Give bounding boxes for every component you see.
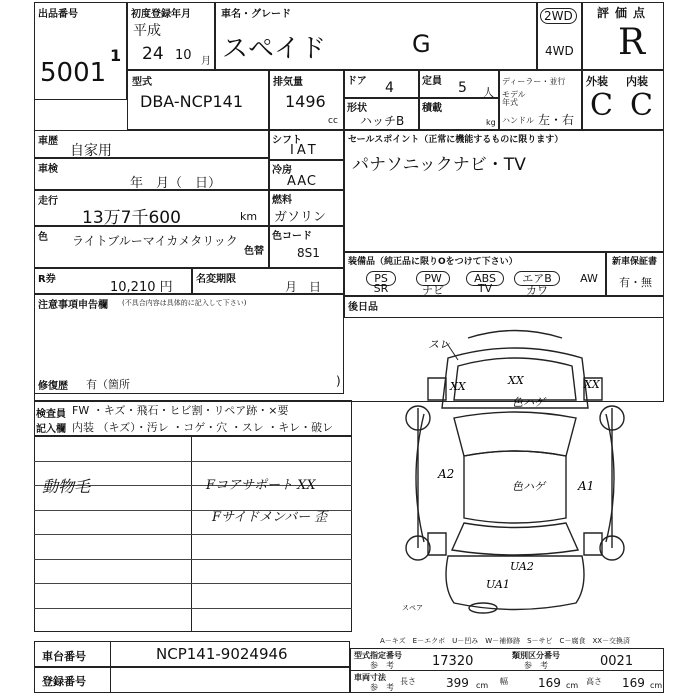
equipment-code-label: エアB bbox=[514, 271, 560, 286]
class-ref: 参 考 bbox=[524, 661, 548, 670]
mileage-unit: km bbox=[240, 210, 258, 223]
rear-seat-label: 後日品 bbox=[348, 302, 378, 313]
note-line bbox=[34, 608, 352, 609]
reg-month-unit: 月 bbox=[201, 56, 211, 67]
notice-sub: (不具合内容は具体的に記入して下さい) bbox=[122, 299, 247, 307]
mark-ua2: UA2 bbox=[510, 560, 534, 573]
mark-ua1: UA1 bbox=[486, 578, 510, 591]
size-label: 車両寸法 bbox=[354, 673, 386, 682]
height-unit: cm bbox=[650, 681, 663, 690]
warranty-value: 有・無 bbox=[619, 276, 652, 289]
reg-label: 登録番号 bbox=[42, 675, 86, 688]
inspector-label-1: 検査員 bbox=[36, 409, 66, 420]
height-value: 169 bbox=[622, 676, 645, 690]
repair-value: 有（箇所 bbox=[86, 378, 130, 391]
dealer-label: ディーラー・並行 bbox=[502, 77, 566, 86]
note-line bbox=[34, 583, 352, 584]
length-value: 399 bbox=[446, 676, 469, 690]
fuel-label: 燃料 bbox=[272, 195, 292, 206]
exterior-grade: C bbox=[590, 88, 613, 123]
lot-number: 5001 bbox=[40, 58, 107, 88]
car-name: スペイド bbox=[222, 34, 327, 64]
length-label: 長さ bbox=[400, 677, 416, 686]
fuel-value: ガソリン bbox=[274, 210, 327, 225]
disp-unit: cc bbox=[328, 116, 338, 126]
interior-grade: C bbox=[630, 88, 653, 123]
mark-xx-1: XX bbox=[450, 380, 466, 393]
model-year-label: モデル年式 bbox=[502, 90, 526, 107]
left-note: 動物毛 bbox=[42, 477, 91, 496]
reg-month: 10 bbox=[175, 48, 192, 63]
chassis-value: NCP141-9024946 bbox=[156, 645, 288, 663]
color-change-label: 色替 bbox=[244, 246, 264, 257]
right-note-2: Fサイドメンバー 歪 bbox=[212, 510, 328, 525]
width-unit: cm bbox=[566, 681, 579, 690]
shape-label: 形状 bbox=[347, 103, 367, 114]
spec-footer-hline bbox=[350, 670, 664, 671]
capacity-value: 5 bbox=[458, 80, 467, 96]
notice-label: 注意事項申告欄 bbox=[38, 300, 108, 311]
note-line bbox=[34, 559, 352, 560]
door-label: ドア bbox=[347, 76, 367, 87]
handle-value: 左・右 bbox=[538, 113, 575, 127]
capacity-label: 定員 bbox=[422, 76, 442, 87]
history-label: 車歴 bbox=[38, 136, 58, 147]
mark-xx-3: XX bbox=[584, 378, 600, 391]
equipment-code-label: PW bbox=[416, 271, 450, 286]
sales-value: パナソニックナビ・TV bbox=[352, 155, 526, 175]
note-line bbox=[34, 534, 352, 535]
model-value: DBA-NCP141 bbox=[140, 92, 243, 111]
shift-label: シフト bbox=[272, 135, 302, 146]
repair-label: 修復歴 bbox=[38, 381, 68, 392]
sales-label: セールスポイント（正常に機能するものに限ります） bbox=[348, 135, 564, 145]
color-code-label: 色コード bbox=[272, 231, 312, 242]
meigi-value: 月 日 bbox=[285, 280, 322, 294]
height-label: 高さ bbox=[586, 677, 602, 686]
load-unit: kg bbox=[486, 118, 496, 127]
mark-a1: A1 bbox=[578, 479, 595, 493]
lot-label: 出品番号 bbox=[38, 9, 78, 20]
size-ref: 参 考 bbox=[370, 683, 394, 692]
warranty-label: 新車保証書 bbox=[612, 257, 658, 267]
width-label: 幅 bbox=[500, 677, 508, 686]
inspector-row-2: 内装 （キズ）・汚レ ・コゲ・穴 ・スレ ・キレ・破レ bbox=[72, 421, 334, 434]
mark-xx-2: XX bbox=[508, 374, 524, 387]
mark-color-2: 色ハゲ bbox=[512, 480, 545, 493]
rating-value: R bbox=[618, 22, 646, 63]
type-spec-value: 17320 bbox=[432, 654, 474, 669]
inspection-value: 年 月（ 日） bbox=[130, 176, 222, 191]
handle-label: ハンドル bbox=[502, 116, 534, 125]
legend: A－キズ E－エクボ U－凹み W－補修跡 S－サビ C－腐食 XX－交換済 bbox=[380, 637, 631, 645]
equipment-code-label: PS bbox=[366, 271, 396, 286]
car-name-label: 車名・グレード bbox=[221, 9, 291, 20]
mirror-right-icon bbox=[584, 378, 602, 555]
mileage-value: 13万7千600 bbox=[82, 208, 181, 228]
width-value: 169 bbox=[538, 676, 561, 690]
rear-box bbox=[344, 296, 664, 318]
drive-2wd: 2WD bbox=[540, 8, 577, 24]
model-label: 型式 bbox=[132, 77, 152, 88]
recycle-label: R券 bbox=[38, 274, 56, 285]
meigi-label: 名変期限 bbox=[196, 274, 236, 285]
equipment-name: SR bbox=[373, 282, 389, 295]
chassis-label: 車台番号 bbox=[42, 650, 86, 663]
length-unit: cm bbox=[476, 681, 489, 690]
inspector-row-1: FW ・キズ・飛石・ヒビ割・リペア跡・×要 bbox=[72, 404, 289, 417]
class-value: 0021 bbox=[600, 654, 634, 669]
mark-color-1: 色ハゲ bbox=[512, 396, 545, 409]
capacity-unit: 人 bbox=[483, 86, 494, 99]
interior-label: 内装 bbox=[626, 75, 648, 88]
equipment-code-label: ABS bbox=[466, 271, 504, 286]
mark-a2: A2 bbox=[438, 467, 455, 481]
door-value: 4 bbox=[385, 80, 394, 96]
equipment-code-label: AW bbox=[580, 272, 598, 285]
color-code-value: 8S1 bbox=[297, 246, 320, 260]
reg-year: 24 bbox=[142, 44, 164, 64]
disp-label: 排気量 bbox=[273, 77, 303, 88]
equipment-name: TV bbox=[477, 282, 493, 295]
repair-close: ) bbox=[336, 374, 341, 388]
exterior-label: 外装 bbox=[586, 75, 608, 88]
color-label: 色 bbox=[38, 232, 48, 243]
history-value: 自家用 bbox=[70, 143, 112, 159]
type-spec-label: 型式指定番号 bbox=[354, 651, 402, 660]
rating-label: 評価点 bbox=[597, 6, 652, 20]
ac-value: AAC bbox=[287, 174, 317, 189]
disp-value: 1496 bbox=[285, 92, 326, 111]
shape-value: ハッチB bbox=[360, 114, 405, 128]
equipment-name: ナビ bbox=[422, 284, 444, 297]
right-note-1: Fコアサポート XX bbox=[206, 478, 316, 493]
class-label: 類別区分番号 bbox=[512, 651, 560, 660]
equipment-name: カワ bbox=[526, 284, 548, 297]
grade: G bbox=[412, 30, 431, 58]
color-value: ライトブルーマイカメタリック bbox=[72, 234, 238, 248]
inspector-label-2: 記入欄 bbox=[36, 424, 66, 435]
damage-diagram bbox=[388, 318, 648, 618]
shift-value: IAT bbox=[290, 143, 319, 158]
era: 平成 bbox=[133, 23, 161, 39]
inspection-label: 車検 bbox=[38, 164, 58, 175]
recycle-value: 10,210 円 bbox=[110, 280, 173, 295]
spare-label: スペア bbox=[402, 604, 423, 612]
drive-4wd: 4WD bbox=[545, 44, 574, 58]
note-line bbox=[34, 461, 352, 462]
ac-label: 冷房 bbox=[272, 165, 292, 176]
first-reg-label: 初度登録年月 bbox=[131, 9, 191, 20]
sales-box bbox=[344, 130, 664, 252]
load-label: 積載 bbox=[422, 103, 442, 114]
type-spec-ref: 参 考 bbox=[370, 661, 394, 670]
equipment-label: 装備品（純正品に限りOをつけて下さい） bbox=[348, 257, 518, 267]
mileage-label: 走行 bbox=[38, 196, 58, 207]
lot-suffix: 1 bbox=[110, 46, 122, 65]
mark-sure: スレ bbox=[428, 338, 450, 351]
